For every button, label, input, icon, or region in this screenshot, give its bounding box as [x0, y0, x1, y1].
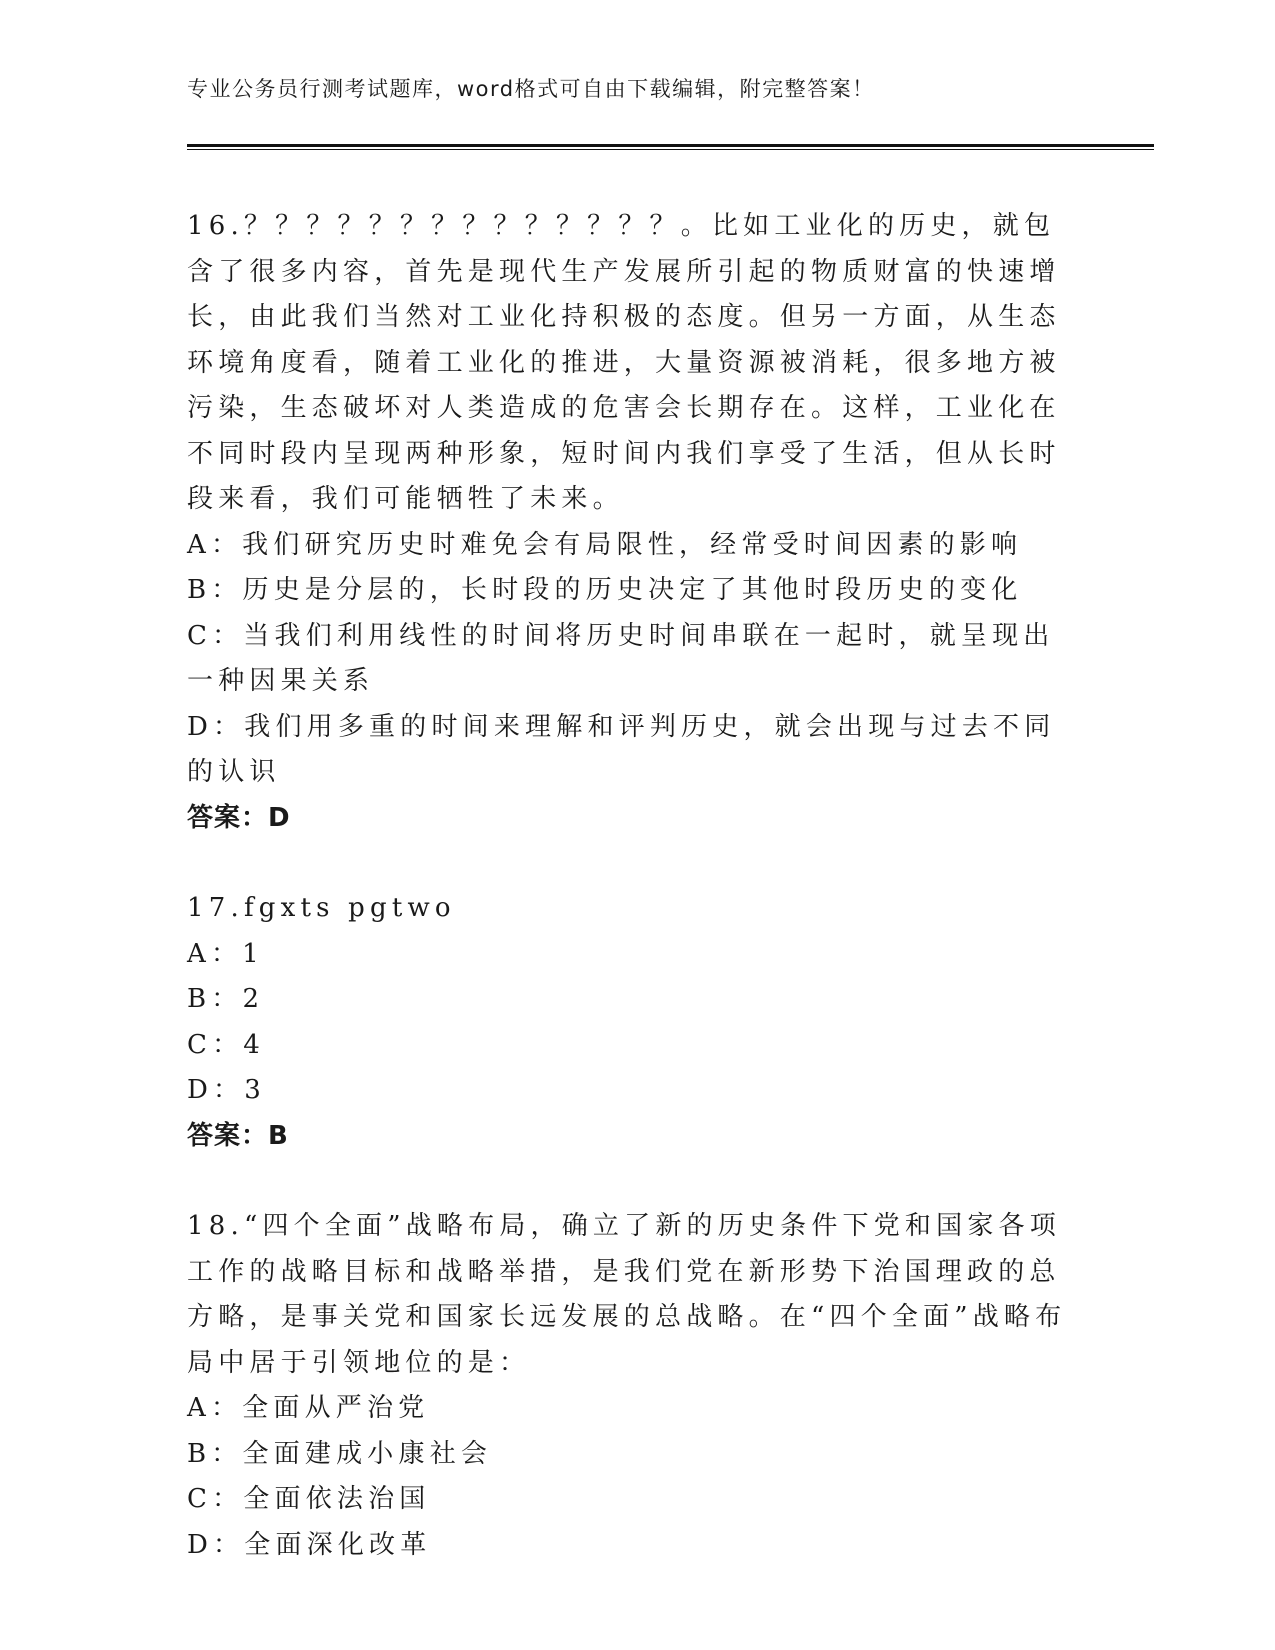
option-a: A：全面从严治党 [187, 1393, 430, 1423]
page-header: 专业公务员行测考试题库，word格式可自由下载编辑，附完整答案！ [187, 77, 875, 101]
header-divider [187, 144, 1154, 147]
option-b: B：历史是分层的，长时段的历史决定了其他时段历史的变化 [187, 575, 1023, 605]
question-stem: 16.？？？？？？？？？？？？？？。比如工业化的历史，就包含了很多内容，首先是现代生产发展所引起的物质财富的快速增长，由此我们当然对工业化持积极的态度。但另一方面，从生态环境角度看，随着工业化的推进，大量资源被消耗，很多地方被污染，生态破坏对人类造成的危害会长期存在。这样，工业化在不同时段内呈现两种形象，短时间内我们享受了生活，但从长时段来看，我们可能牺牲了未来。 [187, 211, 1061, 514]
option-d: D：我们用多重的时间来理解和评判历史，就会出现与过去不同的认识 [187, 711, 1056, 787]
question-18 [187, 1204, 1067, 1568]
option-a: A：我们研究历史时难免会有局限性，经常受时间因素的影响 [187, 529, 1023, 560]
answer-label: 答案：B [187, 1120, 289, 1151]
option-b: B：全面建成小康社会 [187, 1438, 493, 1469]
answer-label: 答案：D [187, 802, 291, 833]
question-list [187, 204, 1067, 1613]
option-d: D：3 [187, 1075, 266, 1105]
option-b: B：2 [187, 984, 265, 1014]
option-c: C：全面依法治国 [187, 1484, 431, 1514]
question-stem: 17.fgxts pgtwo [187, 893, 456, 923]
question-stem: 18.“四个全面”战略布局，确立了新的历史条件下党和国家各项工作的战略目标和战略举措，是我们党在新形势下治国理政的总方略，是事关党和国家长远发展的总战略。在“四个全面”战略布局中居于引领地位的是： [187, 1211, 1067, 1378]
option-c: C：当我们利用线性的时间将历史时间串联在一起时，就呈现出一种因果关系 [187, 620, 1055, 696]
question-16 [187, 204, 1067, 841]
option-a: A：1 [187, 938, 264, 969]
option-d: D：全面深化改革 [187, 1529, 432, 1560]
option-c: C：4 [187, 1029, 266, 1060]
question-17 [187, 886, 1067, 1159]
